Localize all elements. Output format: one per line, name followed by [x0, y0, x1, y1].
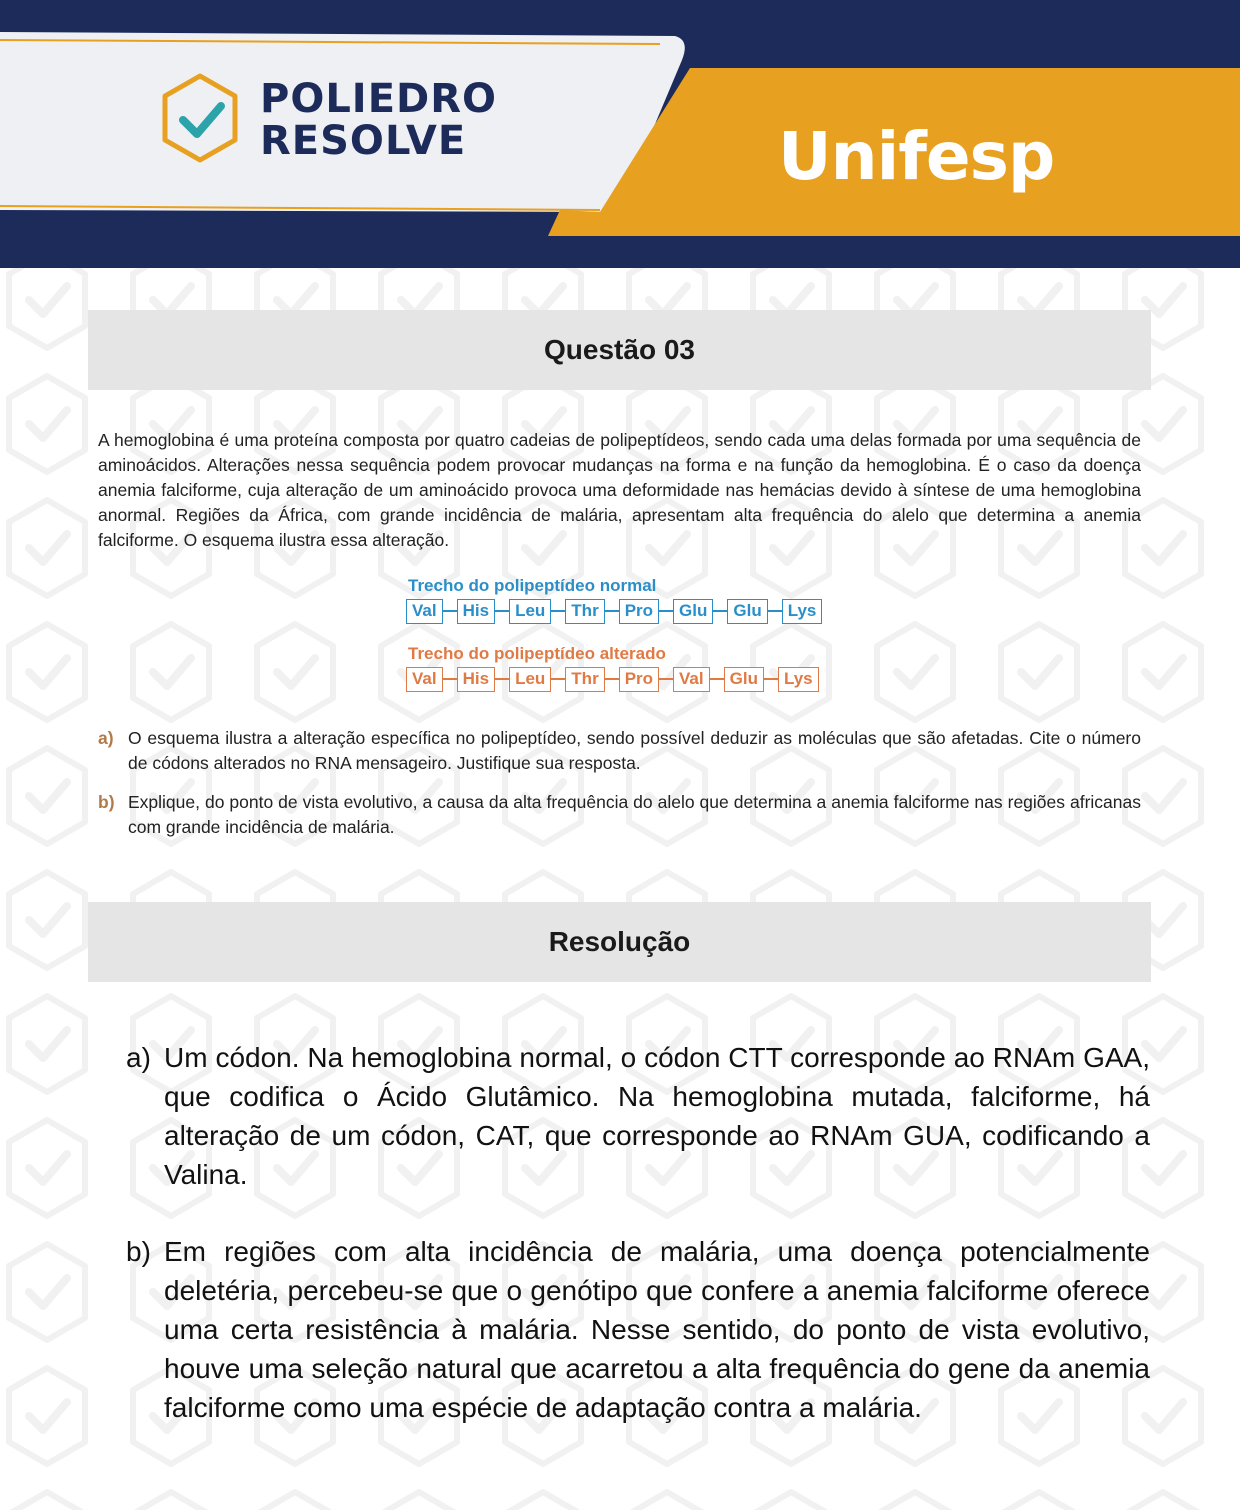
amino-acid: His: [457, 599, 495, 624]
amino-acid: Glu: [724, 667, 764, 692]
amino-acid: Lys: [782, 599, 823, 624]
answer-text: Em regiões com alta incidência de malária, uma doença potencialmente deletéria, percebeu-se que o genótipo que confere a anemia falciforme oferece uma certa resistência à malária. Nesse sentido, do ponto de vista evolutivo, houve uma seleção natural que acarretou a alta frequência do gene da anemia falciforme como uma espécie de adaptação contra a malária.: [164, 1236, 1150, 1423]
answer-b: [126, 1232, 1150, 1427]
item-text: Explique, do ponto de vista evolutivo, a causa da alta frequência do alelo que determina a anemia falciforme nas regiões africanas com grande incidência de malária.: [128, 792, 1141, 837]
answer-marker: b): [126, 1236, 151, 1267]
question-title-bar: [88, 310, 1151, 390]
checkmark-hexagon-logo-icon: [155, 70, 245, 166]
altered-chain: [406, 666, 846, 692]
amino-acid: Val: [673, 667, 710, 692]
amino-acid: Leu: [509, 599, 551, 624]
normal-chain: [406, 598, 846, 624]
amino-acid: Val: [406, 599, 443, 624]
amino-acid: Leu: [509, 667, 551, 692]
peptide-bond: [764, 678, 778, 680]
header-banner: [0, 0, 1240, 268]
altered-chain-block: [406, 644, 846, 692]
item-marker: b): [98, 792, 115, 812]
peptide-bond: [605, 610, 619, 612]
altered-chain-title: Trecho do polipeptídeo alterado: [408, 644, 666, 663]
question-item-a: [98, 726, 1141, 776]
polypeptide-diagram: [406, 576, 846, 712]
resolution-title: Resolução: [548, 926, 691, 957]
peptide-bond: [551, 678, 565, 680]
amino-acid: Val: [406, 667, 443, 692]
answer-text: Um códon. Na hemoglobina normal, o códon CTT corresponde ao RNAm GAA, que codifica o Ácido Glutâmico. Na hemoglobina mutada, falciforme, há alteração de um códon, CAT, que corresponde ao RNAm GUA, codificando a Valina.: [164, 1042, 1150, 1190]
exam-name: Unifesp: [778, 118, 1055, 195]
peptide-bond: [713, 610, 727, 612]
peptide-bond: [551, 610, 565, 612]
amino-acid: Pro: [619, 599, 659, 624]
amino-acid: Thr: [565, 599, 604, 624]
peptide-bond: [495, 610, 509, 612]
question-title: Questão 03: [544, 334, 695, 365]
amino-acid: Thr: [565, 667, 604, 692]
peptide-bond: [659, 678, 673, 680]
question-item-b: [98, 790, 1141, 840]
resolution-title-bar: [88, 902, 1151, 982]
amino-acid: Lys: [778, 667, 819, 692]
question-intro: A hemoglobina é uma proteína composta por quatro cadeias de polipeptídeos, sendo cada uma delas formada por uma sequência de aminoácidos. Alterações nessa sequência podem provocar mudanças na forma e na função da hemoglobina. É o caso da doença anemia falciforme, cuja alteração de um aminoácido provoca uma deformidade nas hemácias devido à síntese de uma hemoglobina anormal. Regiões da África, com grande incidência de malária, apresentam alta frequência do alelo que determina a anemia falciforme. O esquema ilustra essa alteração.: [98, 430, 1141, 550]
brand-line-1: POLIEDRO: [260, 76, 498, 122]
normal-chain-title: Trecho do polipeptídeo normal: [408, 576, 657, 595]
peptide-bond: [710, 678, 724, 680]
amino-acid: Pro: [619, 667, 659, 692]
answer-marker: a): [126, 1042, 151, 1073]
normal-chain-block: [406, 576, 846, 624]
amino-acid: His: [457, 667, 495, 692]
peptide-bond: [659, 610, 673, 612]
amino-acid: Glu: [673, 599, 713, 624]
answer-a: [126, 1038, 1150, 1194]
peptide-bond: [768, 610, 782, 612]
amino-acid: Glu: [727, 599, 767, 624]
brand-line-2: RESOLVE: [260, 118, 467, 164]
peptide-bond: [443, 610, 457, 612]
peptide-bond: [605, 678, 619, 680]
peptide-bond: [443, 678, 457, 680]
item-marker: a): [98, 728, 114, 748]
brand-name: [260, 78, 497, 162]
item-text: O esquema ilustra a alteração específica no polipeptídeo, sendo possível deduzir as moléculas que são afetadas. Cite o número de códons alterados no RNA mensageiro. Justifique sua resposta.: [128, 728, 1141, 773]
peptide-bond: [495, 678, 509, 680]
